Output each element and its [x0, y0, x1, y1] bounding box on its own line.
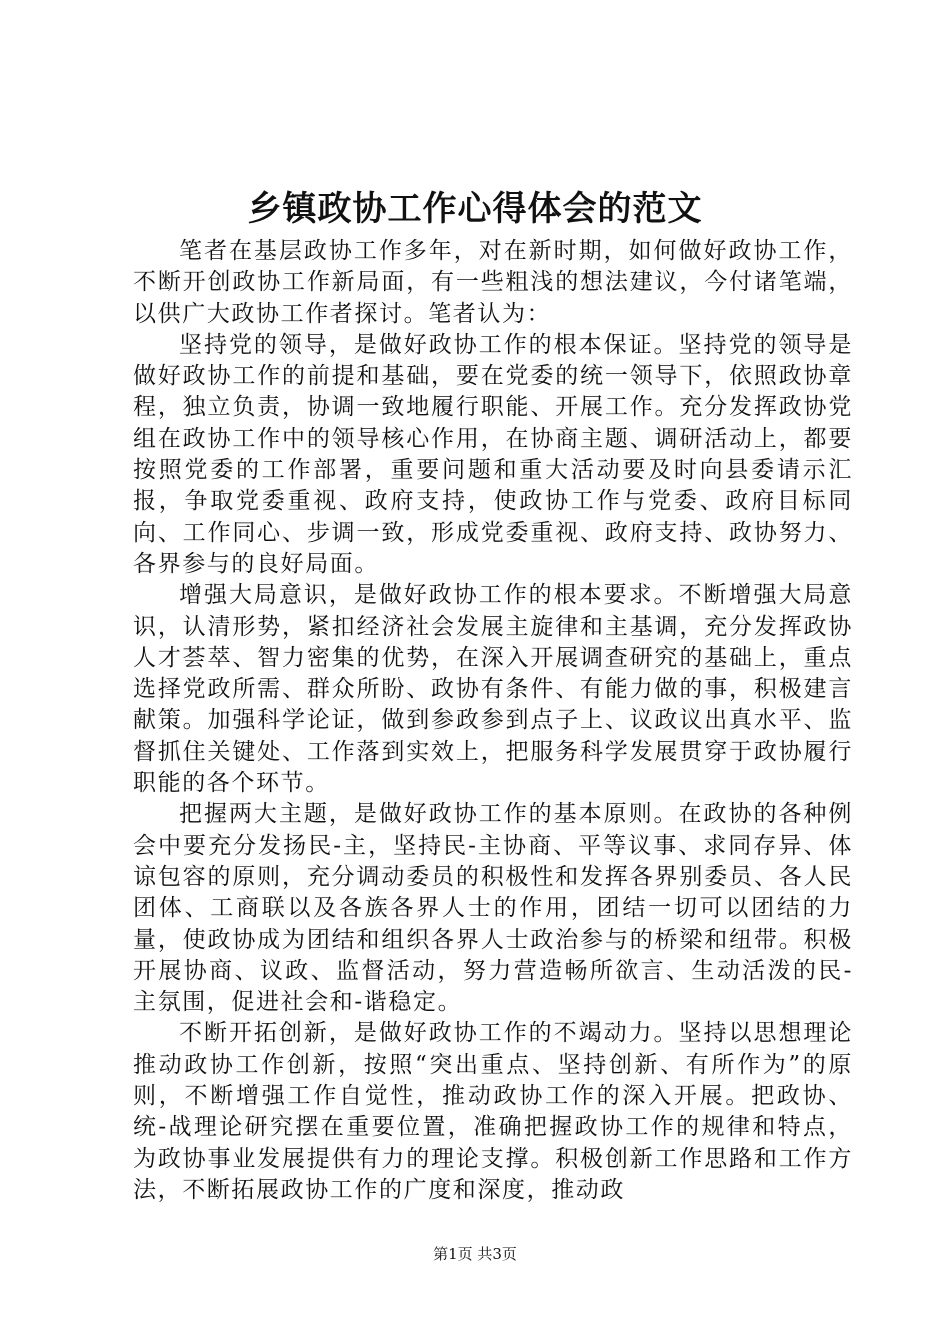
paragraph-party-leadership: 坚持党的领导，是做好政协工作的根本保证。坚持党的领导是做好政协工作的前提和基础，要在党委的统一领导下，依照政协章程，独立负责，协调一致地履行职能、开展工作。充分发挥政协党组在政协工作中的领导核心作用，在协商主题、调研活动上，都要按照党委的工作部署，重要问题和重大活动要及时向县委请示汇报，争取党委重视、政府支持，使政协工作与党委、政府目标同向、工作同心、步调一致，形成党委重视、政府支持、政协努力、各界参与的良好局面。 — [133, 331, 853, 577]
paragraph-innovation: 不断开拓创新，是做好政协工作的不竭动力。坚持以思想理论推动政协工作创新，按照“突出重点、坚持创新、有所作为”的原则，不断增强工作自觉性，推动政协工作的深入开展。把政协、统-战理论研究摆在重要位置，准确把握政协工作的规律和特点，为政协事业发展提供有力的理论支撑。积极创新工作思路和工作方法，不断拓展政协工作的广度和深度，推动政 — [133, 1020, 853, 1203]
page-number-footer: 第1页 共3页 — [433, 1245, 517, 1263]
paragraph-overall-awareness: 增强大局意识，是做好政协工作的根本要求。不断增强大局意识，认清形势，紧扣经济社会发展主旋律和主基调，充分发挥政协人才荟萃、智力密集的优势，在深入开展调查研究的基础上，重点选择党政所需、群众所盼、政协有条件、有能力做的事，积极建言献策。加强科学论证，做到参政参到点子上、议政议出真水平、监督抓住关键处、工作落到实效上，把服务科学发展贯穿于政协履行职能的各个环节。 — [133, 582, 853, 797]
document-body — [133, 236, 853, 1206]
paragraph-intro: 笔者在基层政协工作多年，对在新时期，如何做好政协工作，不断开创政协工作新局面，有一些粗浅的想法建议，今付诸笔端，以供广大政协工作者探讨。笔者认为： — [133, 238, 853, 327]
document-title: 乡镇政协工作心得体会的范文 — [247, 189, 703, 229]
paragraph-two-themes: 把握两大主题，是做好政协工作的基本原则。在政协的各种例会中要充分发扬民-主，坚持民-主协商、平等议事、求同存异、体谅包容的原则，充分调动委员的积极性和发挥各界别委员、各人民团体、工商联以及各族各界人士的作用，团结一切可以团结的力量，使政协成为团结和组织各界人士政治参与的桥梁和纽带。积极开展协商、议政、监督活动，努力营造畅所欲言、生动活泼的民-主氛围，促进社会和-谐稳定。 — [133, 801, 853, 1016]
